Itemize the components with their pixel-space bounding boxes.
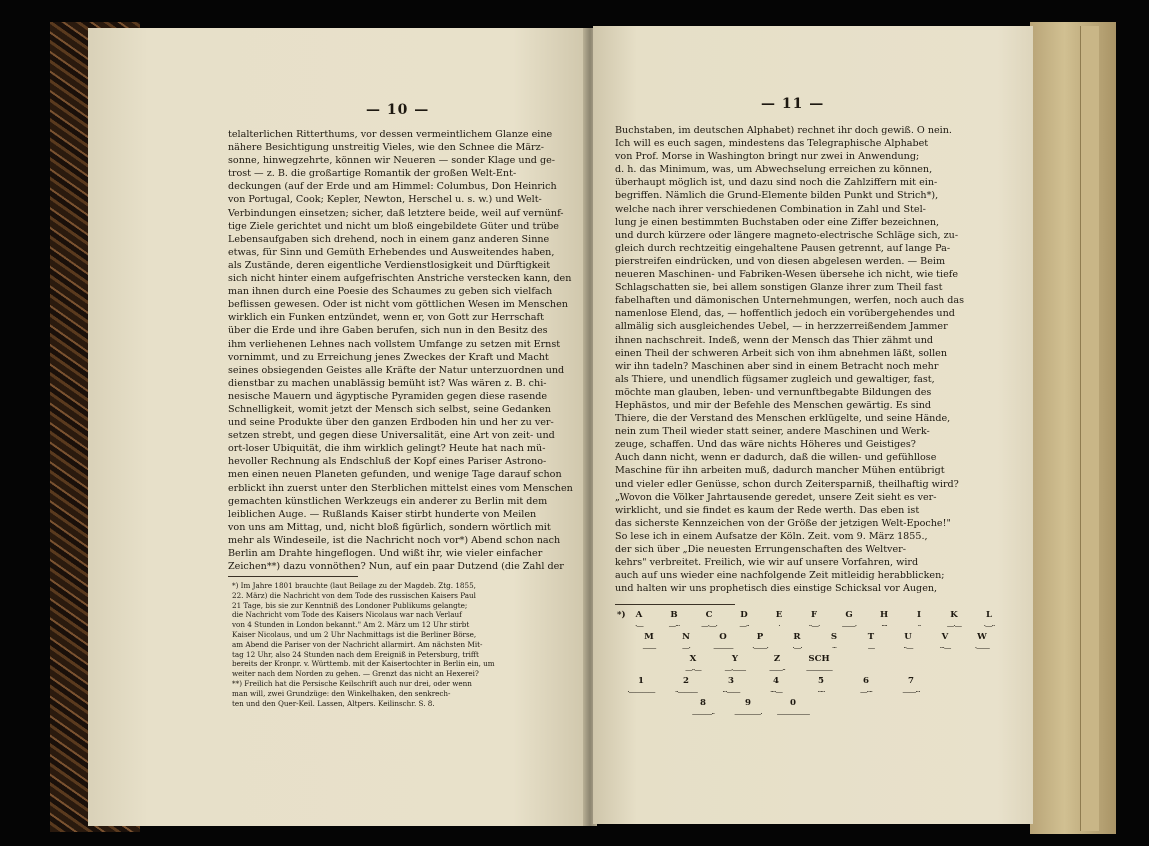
text-line: vornimmt, und zu Erreichung jenes Zweckes der Kraft und Macht: [228, 351, 549, 363]
text-line: nähere Besichtigung unstreitig Vieles, wie den Schnee die März-: [228, 142, 544, 154]
footnote-line: 22. März) die Nachricht von dem Tode des russischen Kaisers Paul: [232, 590, 476, 600]
morse-alphabet-table: [593, 26, 1033, 824]
morse-code: —·: [682, 643, 690, 652]
morse-symbol: 8: [700, 698, 706, 708]
morse-code: ·——: [974, 643, 990, 652]
text-line: deckungen (auf der Erde und am Himmel: Columbus, Don Heinrich: [228, 181, 557, 193]
text-line: über die Erde und ihre Gaben berufen, sich nun in den Besitz des: [228, 325, 548, 337]
text-line: Lebensaufgaben sich drehend, noch in einem ganz anderen Sinne: [228, 233, 550, 245]
text-line: Zeichen**) dazu vonnöthen? Nun, auf ein paar Dutzend (die Zahl der: [228, 561, 564, 573]
morse-code: ————·: [734, 709, 762, 718]
morse-code: ····: [881, 621, 887, 630]
morse-symbol: B: [670, 610, 678, 620]
left-body-text: [228, 128, 573, 573]
text-line: möchte man glauben, leben- und vernunftbegabte Bildungen des: [615, 386, 932, 398]
text-line: So lese ich in einem Aufsatze der Köln. Zeit. vom 9. März 1855.,: [615, 530, 928, 542]
morse-code: ————: [806, 665, 832, 674]
morse-symbol: 0: [790, 698, 796, 708]
morse-code: ··———: [674, 687, 698, 696]
text-line: und vieler edler Genüsse, schon durch Zeitersparniß, theilhaftig wird?: [615, 478, 959, 490]
text-line: einen Theil der schweren Arbeit sich von ihm abnehmen läßt, sollen: [615, 347, 948, 359]
morse-code: ———··: [691, 709, 715, 718]
morse-code: ····—: [769, 687, 783, 696]
text-line: nein zum Theil wieder statt seiner, andere Maschinen und Werk-: [615, 426, 930, 438]
morse-code: —·——: [724, 665, 746, 674]
morse-symbol: M: [644, 632, 654, 642]
morse-symbol: O: [719, 632, 727, 642]
morse-symbol: T: [867, 632, 875, 642]
morse-symbol: Z: [773, 654, 781, 664]
text-line: kehrs" verbreitet. Freilich, wie wir auf unsere Vorfahren, wird: [615, 557, 919, 569]
text-line: Auch dann nicht, wenn er dadurch, daß die willen- und gefühllose: [615, 452, 937, 464]
morse-symbol: 4: [773, 676, 779, 686]
morse-code: ·····: [817, 687, 825, 696]
text-line: von Portugal, Cook; Kepler, Newton, Herschel u. s. w.) und Welt-: [228, 194, 542, 206]
text-line: tige Ziele gerichtet und nicht um bloß eingebildete Güter und trübe: [228, 220, 559, 232]
text-line: Schlagschatten sie, bei allem sonstigen Glanze ihrer zum Theil fast: [615, 282, 943, 294]
morse-code: ——··: [769, 665, 785, 674]
morse-code: ···: [831, 643, 837, 652]
morse-code: —··: [739, 621, 749, 630]
morse-symbol: S: [830, 632, 838, 642]
footnote-line: **) Freilich hat die Persische Keilschrift auch nur drei, oder wenn: [232, 678, 472, 688]
text-line: ihnen nachschreit. Indeß, wenn der Mensch das Thier zähmt und: [615, 334, 934, 346]
morse-code: ———: [713, 643, 733, 652]
morse-symbol: 5: [818, 676, 824, 686]
text-line: dienstbar zu machen unablässig bemüht ist? Was wären z. B. chi-: [228, 377, 547, 389]
morse-symbol: I: [916, 610, 922, 620]
morse-symbol: R: [793, 632, 801, 642]
text-line: man ihnen durch eine Poesie des Schaumes zu geben sich vielfach: [228, 286, 553, 298]
morse-symbol: V: [941, 632, 949, 642]
footnote-line: von 4 Stunden in London bekannt." Am 2. März um 12 Uhr stirbt: [232, 620, 470, 630]
text-line: von uns am Mittag, und, nicht bloß figürlich, sondern wörtlich mit: [228, 521, 551, 533]
morse-symbol: 1: [638, 676, 644, 686]
morse-symbol: 2: [683, 676, 689, 686]
morse-code: ··: [917, 621, 921, 630]
text-line: Ich will es euch sagen, mindestens das Telegraphische Alphabet: [615, 138, 929, 150]
morse-symbol: W: [977, 632, 987, 642]
morse-symbol: U: [904, 632, 912, 642]
text-line: telalterlichen Ritterthums, vor dessen vermeintlichem Glanze eine: [228, 129, 553, 140]
text-line: als Thiere, und unendlich fügsamer zugleich und gewaltiger, fast,: [615, 373, 935, 385]
text-line: überhaupt möglich ist, und dazu sind noch die Zahlziffern mit ein-: [615, 177, 938, 189]
book-page-edges: [1080, 26, 1099, 831]
left-footnotes: [232, 581, 568, 708]
morse-code: ·: [778, 621, 780, 630]
morse-code: ···——: [722, 687, 740, 696]
text-line: nesische Mauern und ägyptische Pyramiden gegen diese rasende: [228, 390, 548, 402]
text-line: gleich durch rechtzeitig eingehaltene Pausen getrennt, auf lange Pa-: [615, 242, 951, 254]
text-line: mehr als Windeseile, ist die Nachricht noch vor*) Abend schon nach: [228, 534, 561, 546]
text-line: Buchstaben, im deutschen Alphabet) rechnet ihr doch gewiß. O nein.: [615, 125, 952, 136]
morse-symbol: P: [756, 632, 764, 642]
morse-code: —·—: [946, 621, 962, 630]
text-line: zeuge, schaffen. Und das wäre nichts Höheres und Geistiges?: [615, 439, 916, 451]
text-line: setzen strebt, und gegen diese Universalität, eine Art von zeit- und: [228, 430, 555, 442]
text-line: wirklicht, und sie findet es kaum der Rede werth. Das eben ist: [615, 504, 920, 516]
text-line: gemachten künstlichen Werkzeugs ein anderer zu Berlin mit dem: [228, 495, 548, 507]
text-line: erblickt ihn zuerst unter den Sterblichen mittelst eines vom Menschen: [228, 482, 573, 494]
text-line: Maschine für ihn arbeiten muß, dadurch mancher Mühen entübrigt: [615, 465, 945, 477]
morse-code: ···—: [939, 643, 951, 652]
text-line: ort-loser Ubiquität, die ihm wirklich gelingt? Heute hat nach mü-: [228, 443, 546, 455]
morse-symbol: L: [985, 610, 993, 620]
text-line: namenlose Elend, das, — hoffentlich jedoch ein vorübergehendes und: [615, 308, 955, 320]
morse-symbol: H: [879, 610, 889, 620]
text-line: von Prof. Morse in Washington bringt nur zwei in Anwendung;: [615, 151, 920, 163]
morse-code: ·————: [627, 687, 655, 696]
text-line: auch auf uns wieder eine nachfolgende Zeit mitleidig herabblicken;: [615, 570, 945, 582]
text-line: neueren Maschinen- und Fabriken-Wesen übersehe ich nicht, wie tiefe: [615, 269, 959, 281]
right-page: [593, 26, 1033, 824]
morse-code: —·—·: [701, 621, 717, 630]
footnote-line: weiter nach dem Norden zu gehen. — Grenzt das nicht an Hexerei?: [232, 669, 479, 679]
morse-symbol: 3: [728, 676, 734, 686]
morse-code: ·—··: [983, 621, 995, 630]
text-line: ihm verliehenen Lehnes nach vollstem Umfange zu setzen mit Ernst: [228, 338, 561, 350]
morse-symbol: 7: [908, 676, 914, 686]
footnote-line: ten und den Quer-Keil. Lassen, Altpers. Keilinschr. S. 8.: [232, 698, 435, 708]
footnote-line: am Abend die Pariser von der Nachricht allarmirt. Am nächsten Mit-: [232, 639, 483, 649]
morse-code: ·—: [635, 621, 643, 630]
text-line: begriffen. Nämlich die Grund-Elemente bilden Punkt und Strich*),: [615, 190, 939, 202]
text-line: das sicherste Kennzeichen von der Größe der jetzigen Welt-Epoche!": [615, 517, 951, 529]
footnote-line: Kaiser Nicolaus, und um 2 Uhr Nachmittags ist die Berliner Börse,: [232, 629, 477, 639]
text-line: fabelhaften und dämonischen Unternehmungen, werfen, noch auch das: [615, 295, 965, 307]
morse-symbol: D: [740, 610, 748, 620]
page-number-left: — 10 —: [366, 102, 430, 118]
text-line: seines obsiegenden Geistes alle Kräfte der Natur unterzuordnen und: [228, 364, 565, 376]
footnote-line: man will, zwei Grundzüge: den Winkelhaken, den senkrech-: [232, 688, 451, 698]
morse-symbol: Y: [731, 654, 739, 664]
page-number-right: — 11 —: [761, 96, 825, 112]
morse-symbol: A: [635, 610, 643, 620]
text-line: sich nicht hinter einem aufgefrischten Anstriche verstecken kann, den: [228, 273, 572, 285]
morse-code: ··—: [903, 643, 913, 652]
footnote-line: die Nachricht vom Tode des Kaisers Nicolaus war nach Verlauf: [232, 610, 462, 620]
text-line: „Wovon die Völker Jahrtausende geredet, unsere Zeit sieht es ver-: [615, 491, 937, 503]
text-line: trost — z. B. die großartige Romantik der großen Welt-Ent-: [228, 168, 517, 180]
morse-code: —···: [668, 621, 680, 630]
text-line: beflissen gewesen. Oder ist nicht vom göttlichen Wesen im Menschen: [228, 299, 568, 311]
text-line: und halten wir uns prophetisch dies einstige Schicksal vor Augen,: [615, 583, 938, 595]
text-line: etwas, für Sinn und Gemüth Erhebendes und Ausweitendes haben,: [228, 246, 555, 258]
left-page: [88, 28, 588, 826]
text-line: welche nach ihrer verschiedenen Combination in Zahl und Stel-: [615, 203, 926, 215]
morse-symbol: G: [845, 610, 853, 620]
morse-footnote-marker: *): [617, 610, 626, 620]
text-line: Verbindungen einsetzen; sicher, daß letztere beide, weil auf vernünf-: [228, 207, 564, 219]
morse-code: ·—·: [792, 643, 802, 652]
text-line: und seine Produkte über den ganzen Erdboden hin und her zu ver-: [228, 417, 554, 429]
text-line: wir ihn tadeln? Maschinen aber sind in einem Betracht noch mehr: [615, 360, 939, 372]
text-line: leiblichen Auge. — Rußlands Kaiser stirbt hunderte von Meilen: [228, 508, 537, 520]
morse-code: —: [867, 643, 875, 652]
text-line: d. h. das Minimum, was, um Abwechselung erreichen zu können,: [615, 164, 933, 176]
text-line: der sich über „Die neuesten Errungenschaften des Weltver-: [615, 544, 906, 555]
footnote-line: 21 Tage, bis sie zur Kenntniß des Londoner Publikums gelangte;: [232, 600, 468, 610]
footnote-line: *) Im Jahre 1801 brauchte (laut Beilage zu der Magdeb. Ztg. 1855,: [232, 581, 476, 590]
morse-code: —····: [859, 687, 873, 696]
morse-symbol: C: [705, 610, 713, 620]
morse-symbol: F: [810, 610, 818, 620]
morse-symbol: X: [689, 654, 697, 664]
text-line: lung je einen bestimmten Buchstaben oder eine Ziffer bezeichnen,: [615, 216, 940, 228]
text-line: und durch kürzere oder längere magneto-electrische Schläge sich, zu-: [615, 229, 959, 241]
morse-symbol: N: [682, 632, 690, 642]
morse-code: —··—: [685, 665, 701, 674]
morse-symbol: K: [950, 610, 958, 620]
morse-code: ·——·: [752, 643, 768, 652]
text-line: sonne, hinwegzehrte, können wir Neueren — sonder Klage und ge-: [228, 155, 556, 167]
footnote-line: tag 12 Uhr, also 24 Stunden nach dem Ereigniß in Petersburg, trifft: [232, 649, 479, 659]
text-line: Berlin am Drahte hingeflogen. Und wißt ihr, wie vieler einfacher: [228, 548, 543, 559]
morse-symbol: SCH: [808, 654, 830, 664]
morse-code: ··—·: [808, 621, 820, 630]
text-line: hevoller Rechnung als Endschluß der Kopf eines Pariser Astrono-: [228, 456, 547, 468]
morse-code: ——: [642, 643, 656, 652]
morse-code: —————: [776, 709, 810, 718]
text-line: men einen neuen Planeten gefunden, und wenige Tage darauf schon: [228, 469, 562, 481]
text-line: Thiere, die der Verstand des Menschen erklügelte, und seine Hände,: [615, 413, 951, 425]
morse-symbol: 6: [863, 676, 869, 686]
text-line: Schnelligkeit, womit jetzt der Mensch sich selbst, seine Gedanken: [228, 403, 551, 415]
text-line: wirklich ein Funken entzündet, wenn er, von Gott zur Herrschaft: [228, 312, 544, 324]
text-line: allmälig sich ausgleichendes Uebel, — in herzzerreißendem Jammer: [615, 321, 948, 333]
text-line: pierstreifen eindrücken, und von diesen abgelesen werden. — Beim: [615, 255, 946, 267]
footnote-line: bereits der Kronpr. v. Württemb. mit der Kaisertochter in Berlin ein, um: [232, 659, 495, 669]
morse-code: ——···: [902, 687, 920, 696]
text-line: Hephästos, und mir der Befehle des Menschen gewärtig. Es sind: [615, 399, 932, 411]
morse-symbol: 9: [745, 698, 751, 708]
text-line: als Zustände, deren eigentliche Verdienstlosigkeit und Dürftigkeit: [228, 259, 551, 271]
book-cover-right: [1030, 22, 1116, 834]
morse-symbol: E: [775, 610, 783, 620]
morse-code: ——·: [841, 621, 857, 630]
left-footnote-rule: [228, 576, 358, 577]
